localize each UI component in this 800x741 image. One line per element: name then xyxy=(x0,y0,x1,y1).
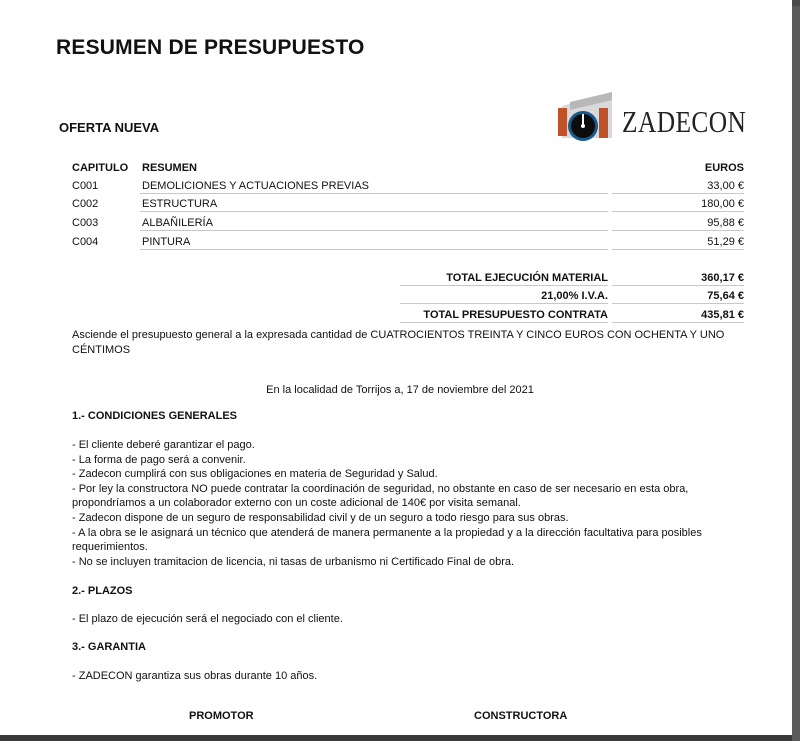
total-divider xyxy=(400,303,608,304)
row-divider xyxy=(140,211,608,212)
section-warranty-title: 3.- GARANTIA xyxy=(72,641,146,653)
list-item: requerimientos. xyxy=(72,541,148,554)
row-summary: ESTRUCTURA xyxy=(142,198,218,210)
row-divider xyxy=(612,249,744,250)
row-amount: 180,00 € xyxy=(701,198,744,210)
row-code: C003 xyxy=(72,217,99,229)
row-divider xyxy=(612,230,744,231)
row-amount: 95,88 € xyxy=(707,217,744,229)
total-divider xyxy=(612,285,744,286)
signature-builder: CONSTRUCTORA xyxy=(474,710,568,722)
row-divider xyxy=(140,193,608,194)
conditions-list xyxy=(72,438,702,569)
row-code: C004 xyxy=(72,236,99,248)
list-item: - El cliente deberé garantizar el pago. xyxy=(72,439,255,451)
row-divider xyxy=(140,249,608,250)
header-resumen: RESUMEN xyxy=(142,162,198,174)
section-deadlines-title: 2.- PLAZOS xyxy=(72,585,133,597)
page-title: RESUMEN DE PRESUPUESTO xyxy=(56,36,365,59)
amount-line: Asciende el presupuesto general a la expresada cantidad de CUATROCIENTOS TREINTA Y CINCO EUROS CON OCHENTA Y UNO xyxy=(72,329,725,341)
deadlines-text: - El plazo de ejecución será el negociado con el cliente. xyxy=(72,613,343,625)
building-eye-logo-icon xyxy=(556,90,622,150)
header-capitulo: CAPITULO xyxy=(72,162,129,174)
vat-label: 21,00% I.V.A. xyxy=(541,290,608,302)
offer-subtitle: OFERTA NUEVA xyxy=(59,120,160,135)
list-item: - No se incluyen tramitacion de licencia, ni tasas de urbanismo ni Certificado Final de obra. xyxy=(72,555,515,568)
row-amount: 51,29 € xyxy=(707,236,744,248)
list-item: propondríamos a un colaborador externo con un coste adicional de 140€ por visita semanal. xyxy=(72,497,521,510)
total-divider xyxy=(400,285,608,286)
total-material-label: TOTAL EJECUCIÓN MATERIAL xyxy=(446,272,608,284)
total-divider xyxy=(612,303,744,304)
list-item: - A la obra se le asignará un técnico que atenderá de manera permanente a la propiedad y a la dirección facultativa para posibles xyxy=(72,526,702,539)
row-summary: PINTURA xyxy=(142,236,191,248)
amount-line: CÉNTIMOS xyxy=(72,343,131,356)
place-date: En la localidad de Torrijos a, 17 de noviembre del 2021 xyxy=(266,384,534,396)
row-code: C002 xyxy=(72,198,99,210)
total-contract-label: TOTAL PRESUPUESTO CONTRATA xyxy=(423,309,608,321)
total-divider xyxy=(612,322,744,323)
row-divider xyxy=(612,193,744,194)
row-amount: 33,00 € xyxy=(707,180,744,192)
list-item: - Zadecon dispone de un seguro de responsabilidad civil y de un seguro a todo riesgo para sus obras. xyxy=(72,511,569,524)
row-divider xyxy=(140,230,608,231)
section-conditions-title: 1.- CONDICIONES GENERALES xyxy=(72,410,238,422)
viewer-right-edge xyxy=(792,6,800,741)
total-divider xyxy=(400,322,608,323)
total-contract-value: 435,81 € xyxy=(701,309,744,321)
row-summary: ALBAÑILERÍA xyxy=(142,217,213,229)
list-item: - Zadecon cumplirá con sus obligaciones en materia de Seguridad y Salud. xyxy=(72,468,438,481)
list-item: - La forma de pago será a convenir. xyxy=(72,453,246,466)
row-summary: DEMOLICIONES Y ACTUACIONES PREVIAS xyxy=(142,180,369,192)
warranty-text: - ZADECON garantiza sus obras durante 10 años. xyxy=(72,670,318,682)
vat-value: 75,64 € xyxy=(707,290,744,302)
total-material-value: 360,17 € xyxy=(701,272,744,284)
header-euros: EUROS xyxy=(704,162,744,174)
signature-promoter: PROMOTOR xyxy=(189,710,254,722)
logo-wordmark: ZADECON xyxy=(622,104,747,139)
row-divider xyxy=(612,211,744,212)
list-item: - Por ley la constructora NO puede contratar la coordinación de seguridad, no obstante en caso de ser necesario en esta obra, xyxy=(72,482,689,495)
amount-in-words xyxy=(72,328,724,357)
row-code: C001 xyxy=(72,180,99,192)
